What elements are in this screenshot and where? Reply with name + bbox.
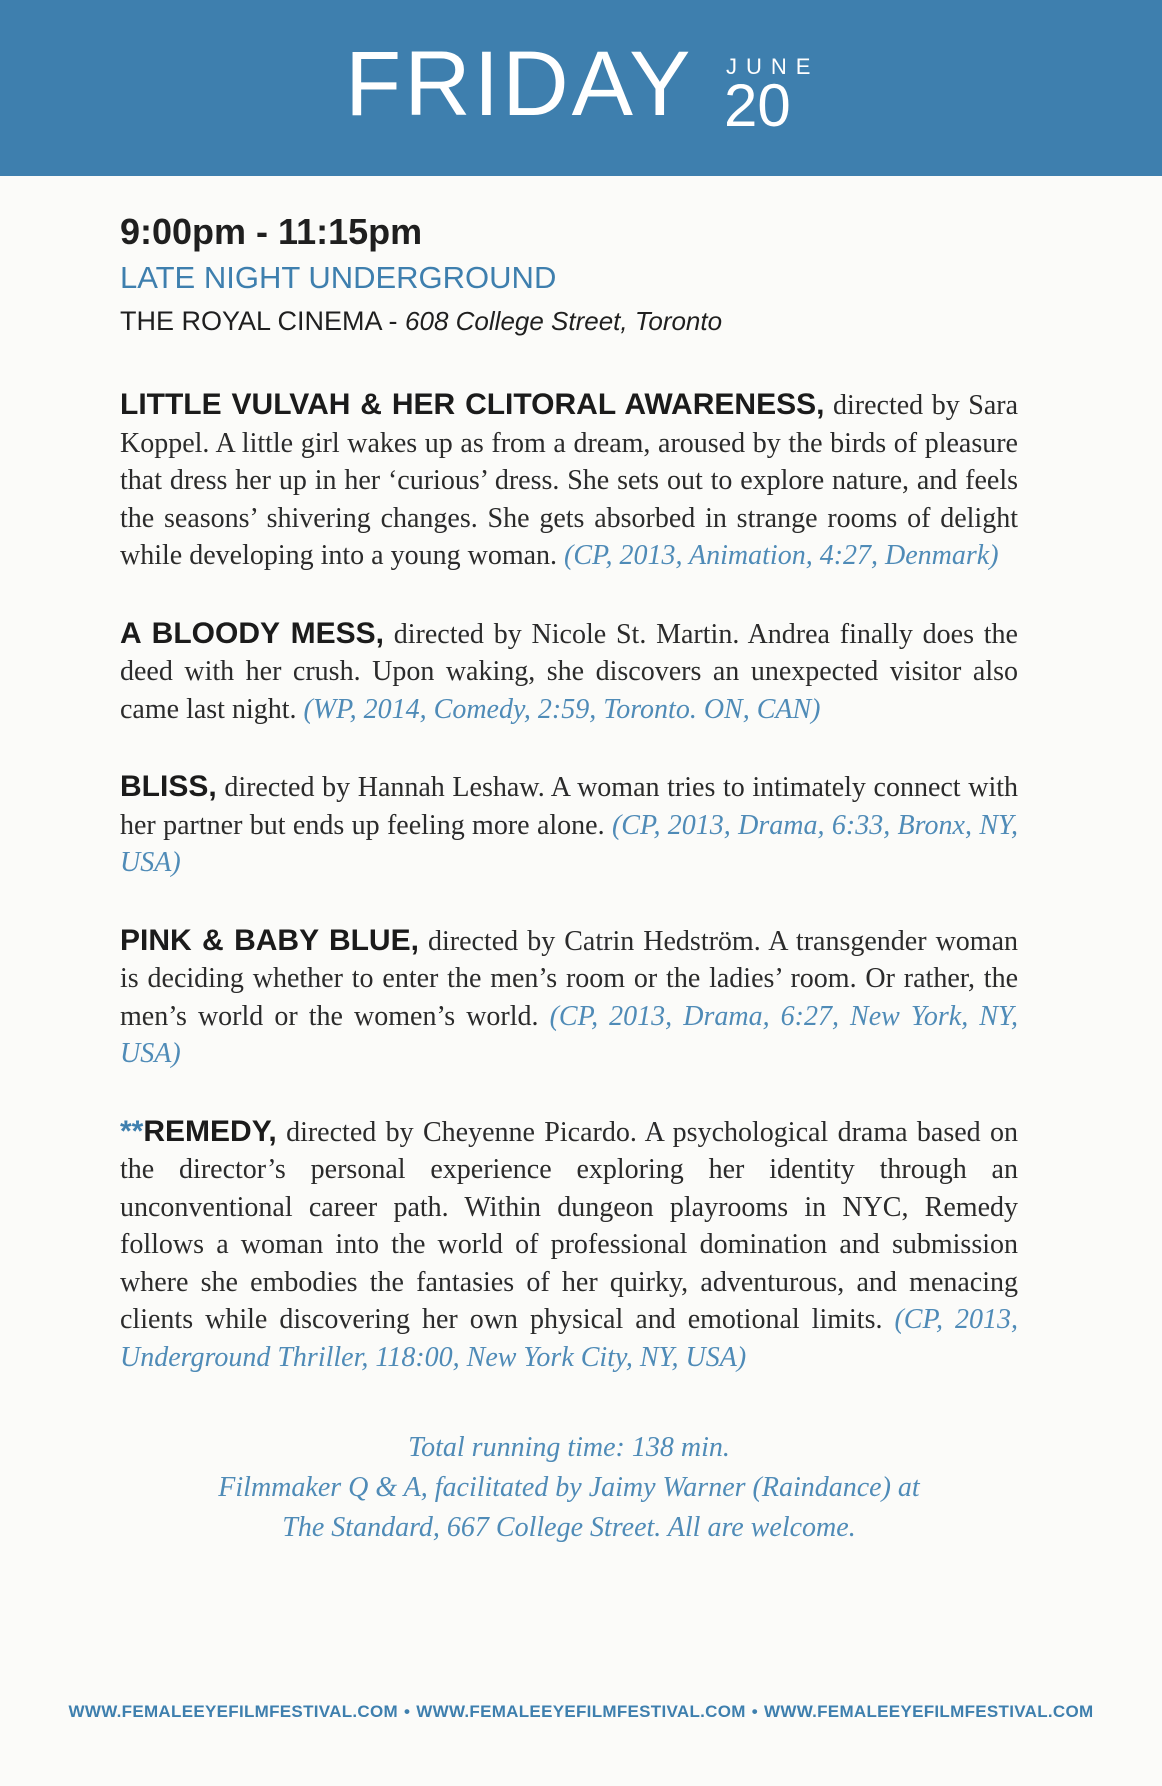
film-info: (CP, 2013, Animation, 4:27, Denmark) [564, 540, 999, 571]
film-info: (CP, 2013, Drama, 6:27, New York, NY, USA) [120, 1000, 1018, 1069]
qa-note-line-1: Filmmaker Q & A, facilitated by Jaimy Warner (Raindance) at [218, 1472, 920, 1503]
qa-note-line-2: The Standard, 667 College Street. All are welcome. [282, 1512, 856, 1543]
session-notes [120, 1428, 1018, 1548]
film-title: PINK & BABY BLUE, [120, 923, 419, 957]
film-title: BLISS, [120, 770, 217, 803]
day-heading: FRIDAY [345, 33, 694, 135]
venue-name: THE ROYAL CINEMA - [120, 306, 406, 336]
program-title: LATE NIGHT UNDERGROUND [120, 260, 557, 295]
film-entry [120, 768, 1018, 882]
film-description: directed by Sara Koppel. A little girl wakes up as from a dream, aroused by the birds of pleasure that dress her up in her ‘curious’ dress. She sets out to explore nature, and feels the seasons’ shivering changes. She gets absorbed in strange rooms of delight while developing into a young woman. [120, 390, 1018, 571]
film-info: (CP, 2013, Underground Thriller, 118:00, New York City, NY, USA) [120, 1304, 1018, 1373]
film-description: directed by Catrin Hedström. A transgender woman is deciding whether to enter the men’s room or the ladies’ room. Or rather, the men’s world or the women’s world. [120, 925, 1019, 1032]
film-description: directed by Hannah Leshaw. A woman tries to intimately connect with her partner but ends up feeling more alone. [120, 772, 1018, 841]
website-link[interactable]: WWW.FEMALEEYEFILMFESTIVAL.COM [68, 1702, 398, 1721]
website-footer [40, 1702, 1122, 1722]
film-info: (CP, 2013, Drama, 6:33, Bronx, NY, USA) [120, 809, 1018, 878]
bullet-separator: • [751, 1702, 758, 1721]
film-entry [120, 1113, 1018, 1377]
session-content [120, 210, 1018, 1548]
total-runtime: Total running time: 138 min. [408, 1432, 730, 1463]
film-title: LITTLE VULVAH & HER CLITORAL AWARENESS, [120, 388, 825, 421]
session-time: 9:00pm - 11:15pm [120, 211, 423, 252]
date-number: 20 [724, 72, 791, 139]
film-title: A BLOODY MESS, [120, 616, 384, 650]
date-banner [0, 0, 1162, 176]
film-entry [120, 922, 1018, 1073]
film-title: REMEDY, [143, 1114, 277, 1148]
venue-address: 608 College Street, Toronto [405, 306, 723, 336]
film-info: (WP, 2014, Comedy, 2:59, Toronto. ON, CAN) [303, 693, 821, 725]
film-entry [120, 615, 1018, 729]
film-description: directed by Nicole St. Martin. Andrea finally does the deed with her crush. Upon waking, she discovers an unexpected visitor also came last night. [120, 618, 1018, 725]
venue-line [120, 302, 1018, 340]
film-entry [120, 386, 1018, 575]
film-description: directed by Cheyenne Picardo. A psychological drama based on the director’s personal experience exploring her identity through an unconventional career path. Within dungeon playrooms in NYC, Remedy follows a woman into the world of professional domination and submission where she embodies the fantasies of her quirky, adventurous, and menacing clients while discovering her own physical and emotional limits. [120, 1116, 1018, 1335]
website-link[interactable]: WWW.FEMALEEYEFILMFESTIVAL.COM [416, 1702, 746, 1721]
website-link[interactable]: WWW.FEMALEEYEFILMFESTIVAL.COM [764, 1702, 1094, 1721]
month-label: JUNE [726, 54, 820, 79]
film-prefix: ** [120, 1114, 144, 1148]
bullet-separator: • [404, 1702, 411, 1721]
